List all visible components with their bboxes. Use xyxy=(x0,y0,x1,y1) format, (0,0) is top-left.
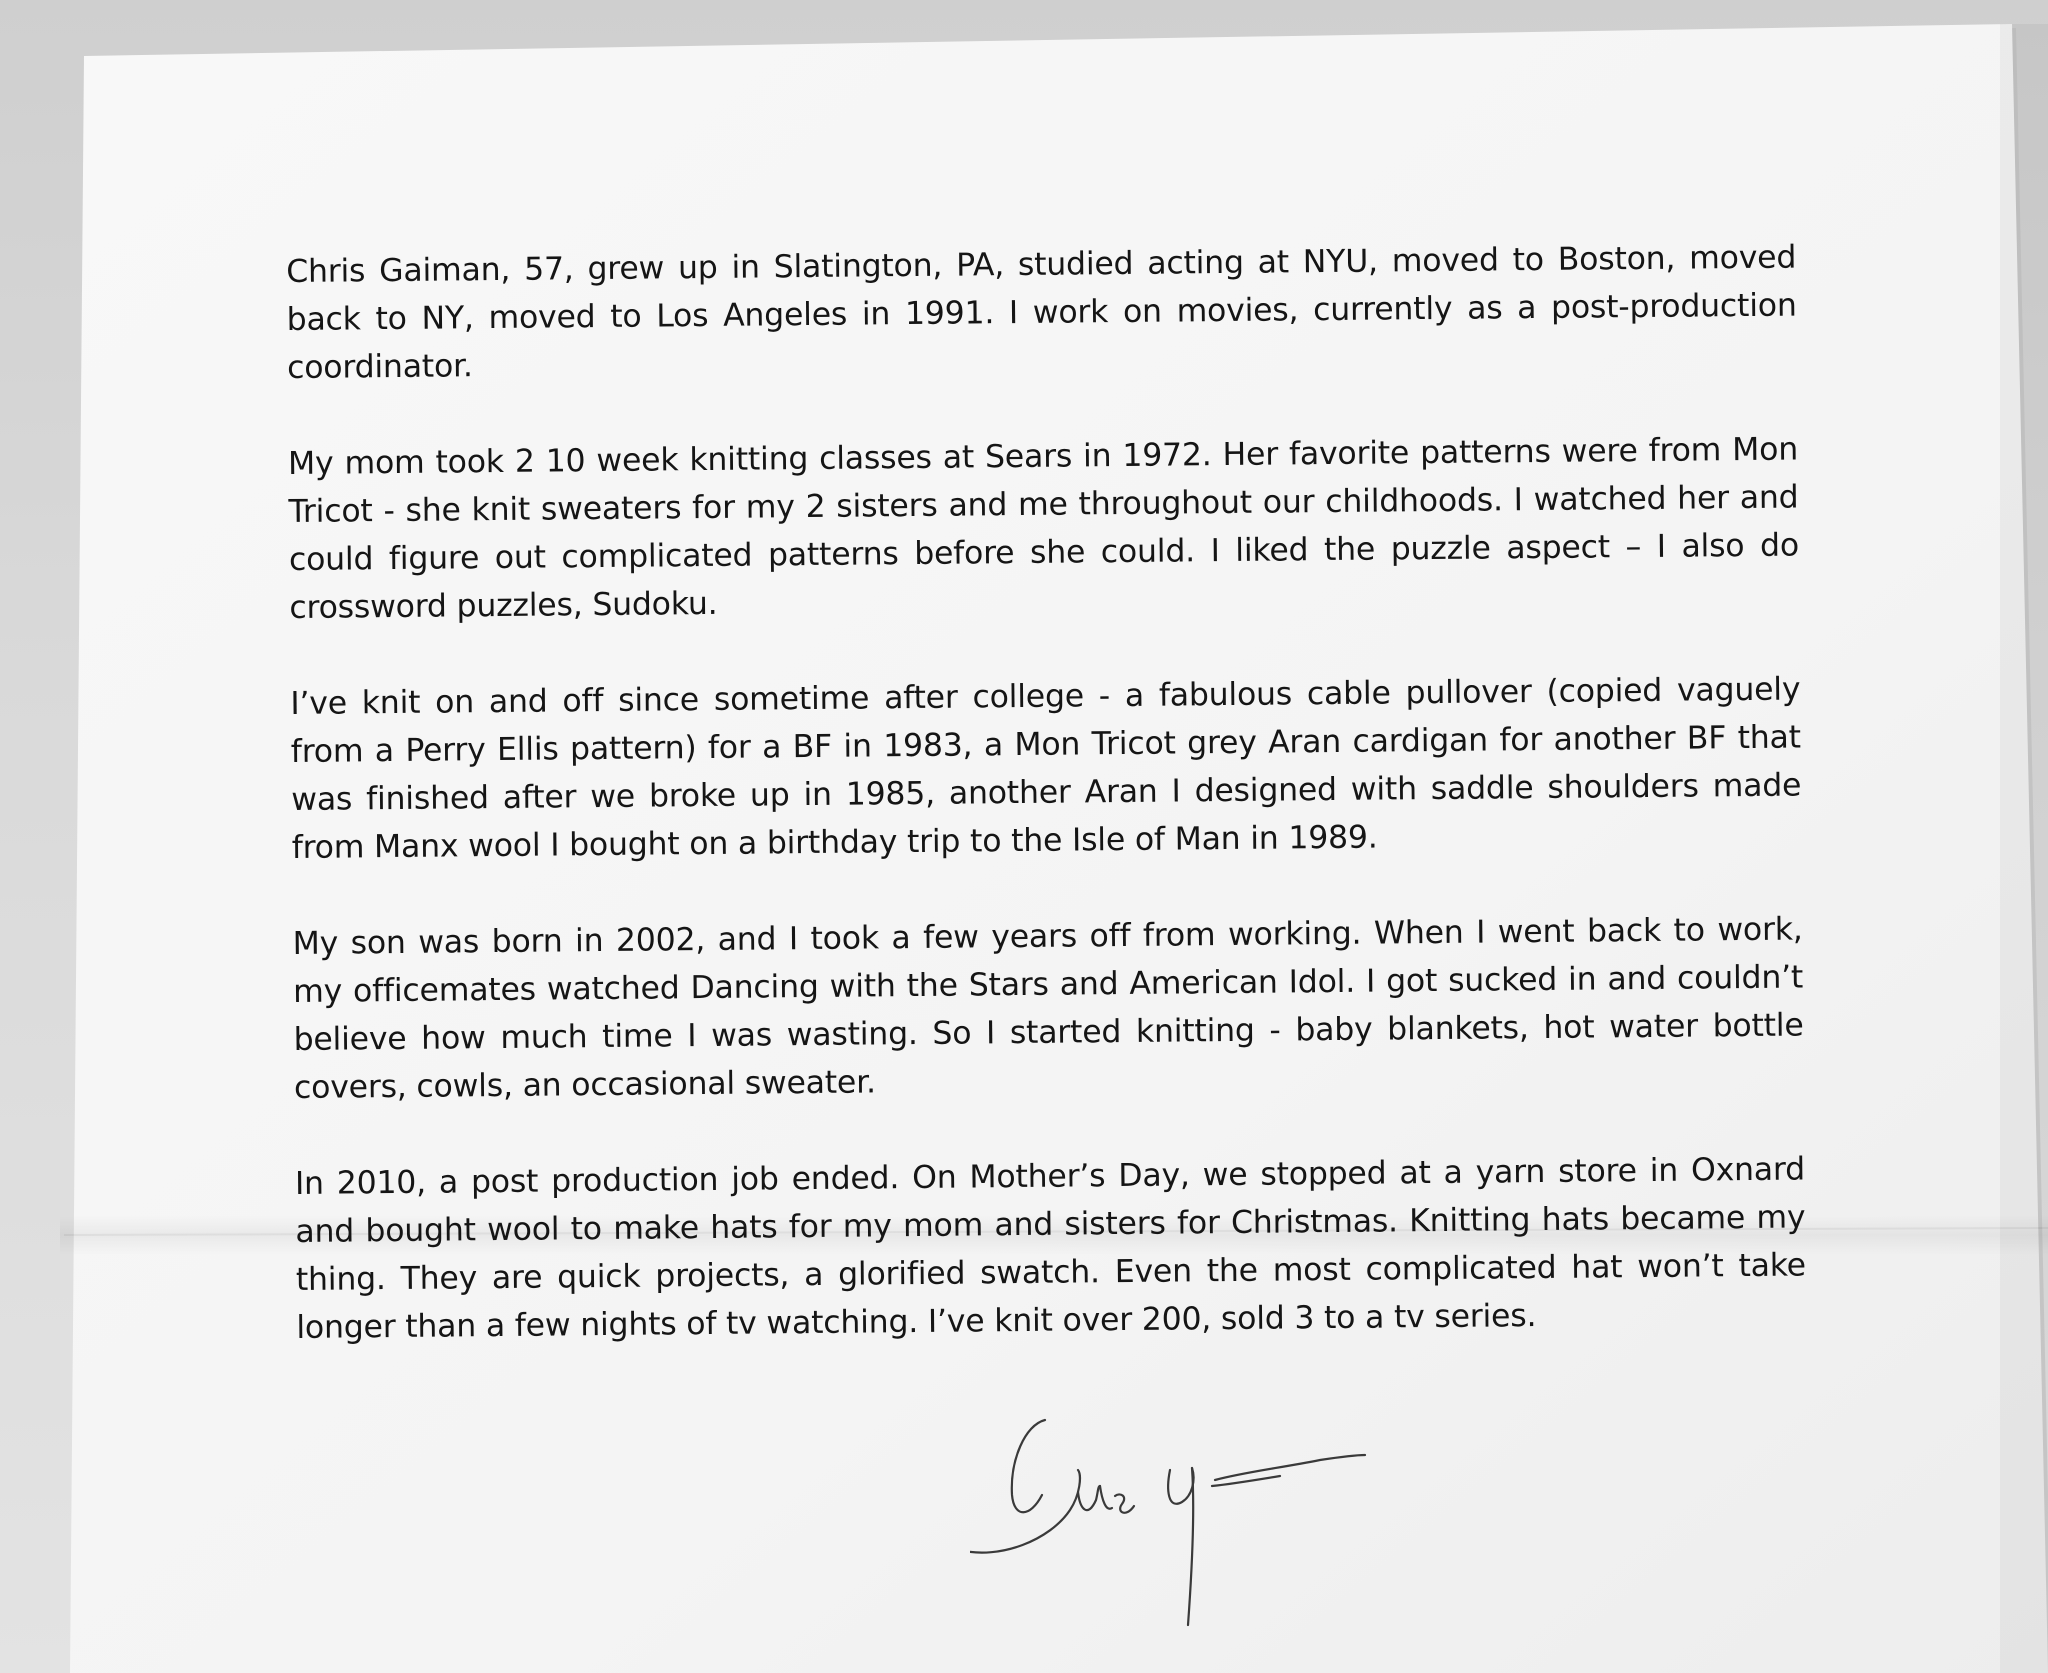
signature-drawing xyxy=(970,1400,1410,1640)
paragraph-mom-knitting: My mom took 2 10 week knitting classes at Sears in 1972. Her favorite patterns were from Mon Tricot - she knit sweaters for my 2 sisters and me throughout our childhoods. I watched her and could figure out complicated patterns before she could. I liked the puzzle aspect – I also do crossword puzzles, Sudoku. xyxy=(287,431,1800,626)
paragraph-son-born: My son was born in 2002, and I took a few years off from working. When I went back to work, my officemates watched Dancing with the Stars and American Idol. I got sucked in and couldn’t believe how much time I was wasting. So I started knitting - baby blankets, hot water bottle covers, cowls, an occasional sweater. xyxy=(292,911,1804,1106)
letter-body xyxy=(286,234,1807,1400)
paragraph-knitting-history: I’ve knit on and off since sometime after college - a fabulous cable pullover (copied vaguely from a Perry Ellis pattern) for a BF in 1983, a Mon Tricot grey Aran cardigan for another BF that was finished after we broke up in 1985, another Aran I designed with saddle shoulders made from Manx wool I bought on a birthday trip to the Isle of Man in 1989. xyxy=(290,671,1802,866)
handwritten-signature xyxy=(970,1400,1410,1640)
paragraph-hats: In 2010, a post production job ended. On Mother’s Day, we stopped at a yarn store in Oxnard and bought wool to make hats for my mom and sisters for Christmas. Knitting hats became my thing. They are quick projects, a glorified swatch. Even the most complicated hat won’t take longer than a few nights of tv watching. I’ve knit over 200, sold 3 to a tv series. xyxy=(294,1151,1807,1346)
paragraph-intro: Chris Gaiman, 57, grew up in Slatington, PA, studied acting at NYU, moved to Boston, moved back to NY, moved to Los Angeles in 1991. I work on movies, currently as a post-production coordinator. xyxy=(286,239,1797,386)
